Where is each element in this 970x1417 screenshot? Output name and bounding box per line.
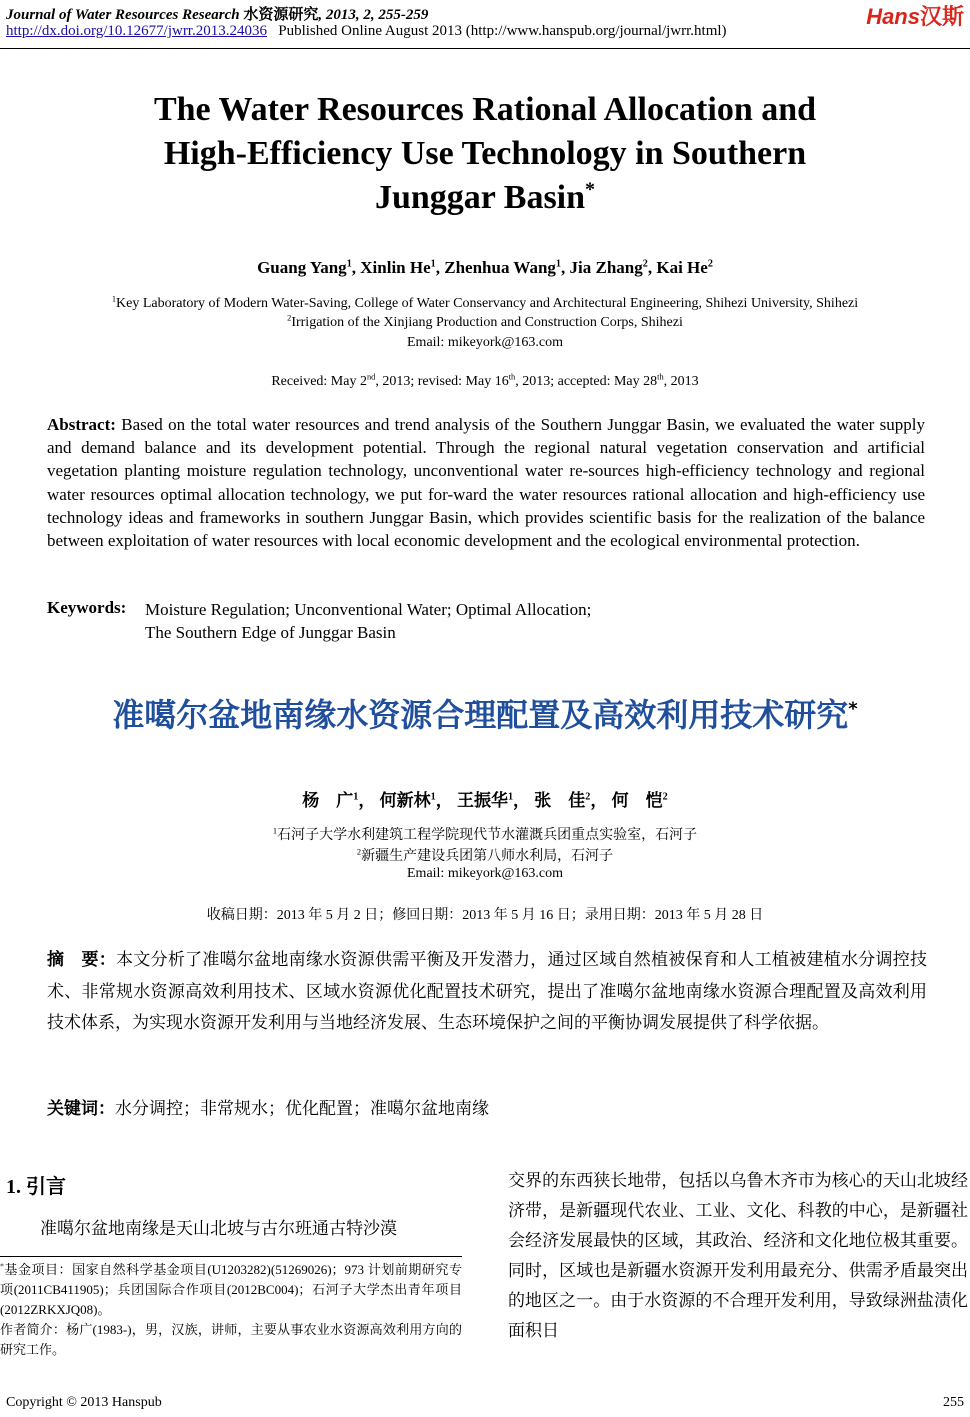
footnote-author: 作者简介：杨广(1983-)，男，汉族，讲师，主要从事农业水资源高效利用方向的研究工作。 <box>0 1322 462 1357</box>
author-aff: 2 <box>642 258 648 270</box>
affiliation-cn-1 <box>20 824 950 844</box>
author-en: Xinlin He <box>360 258 431 277</box>
logo-latin: Hans <box>866 4 920 29</box>
author-cn: 张 佳 <box>534 791 586 810</box>
keywords-cn-label: 关键词： <box>47 1099 115 1119</box>
journal-issue: , 2013, 2, 255-259 <box>318 7 429 23</box>
header-rule <box>0 48 970 49</box>
title-en-line3: Junggar Basin <box>374 179 586 216</box>
affiliation-text: Key Laboratory of Modern Water-Saving, College of Water Conservancy and Architectural Engineering, Shihezi University, Shihezi <box>116 296 859 311</box>
author-aff: 2 <box>585 791 591 803</box>
author-aff: 2 <box>662 791 668 803</box>
author-cn: 王振华 <box>456 791 508 810</box>
affiliation-en-2 <box>20 315 950 331</box>
footnote-fund-text: 基金项目：国家自然科学基金项目(U1203282)(51269026)；973 计划前期研究专项(2011CB411905)；兵团国际合作项目(2012BC004)；石河子大学杰出青年项目(2012ZRKXJQ08)。 <box>0 1262 462 1317</box>
author-en: Zhenhua Wang <box>444 258 556 277</box>
logo-cn: 汉斯 <box>919 4 964 29</box>
ordinal: th <box>508 372 516 382</box>
keywords-en <box>145 598 591 644</box>
doi-link[interactable]: http://dx.doi.org/10.12677/jwrr.2013.24036 <box>6 23 267 39</box>
affiliation-text: Irrigation of the Xinjiang Production and Construction Corps, Shihezi <box>291 315 683 330</box>
author-aff: 1 <box>430 791 436 803</box>
copyright: Copyright © 2013 Hanspub <box>6 1395 162 1410</box>
affiliation-num: 1 <box>111 294 117 304</box>
body-text-right: 交界的东西狭长地带，包括以乌鲁木齐市为核心的天山北坡经济带，是新疆现代农业、工业、文化、科教的中心，是新疆社会经济发展最快的区域，其政治、经济和文化地位极其重要。同时，区域也是新疆水资源开发利用最充分、供需矛盾最突出的地区之一。由于水资源的不合理开发利用，导致绿洲盐渍化面积日 <box>508 1171 968 1340</box>
affiliation-num: 2 <box>356 847 362 857</box>
author-aff: 1 <box>430 258 436 270</box>
email-cn: Email: mikeyork@163.com <box>407 866 563 881</box>
affiliation-en-1 <box>20 296 950 312</box>
affiliation-num: 1 <box>272 826 278 836</box>
ordinal: th <box>657 372 664 382</box>
received-part: , 2013 <box>663 374 699 389</box>
author-aff: 1 <box>346 258 352 270</box>
affiliation-num: 2 <box>287 313 292 323</box>
abstract-en <box>47 413 925 552</box>
author-aff: 1 <box>555 258 562 270</box>
affiliation-text: 新疆生产建设兵团第八师水利局，石河子 <box>361 849 614 864</box>
title-cn-text: 准噶尔盆地南缘水资源合理配置及高效利用技术研究 <box>112 696 849 734</box>
abstract-text: Based on the total water resources and trend analysis of the Southern Junggar Basin, we evaluated the water supply and demand balance and its development potential. Through the regional natural vegetation conservation and artificial vegetation planting moisture regulation technology, unconventional water re-sources high-efficiency technology and regional water resources optimal allocation technology, we put for-ward the water resources rational allocation and high-efficiency use technology ideas and frameworks in southern Junggar Basin, which provides scientific basis for the realization of the balance between exploitation of water resources with local economic development and the ecological environmental protection. <box>47 415 925 551</box>
title-en-line2: High-Efficiency Use Technology in Southern <box>163 135 807 172</box>
title-en-line1: The Water Resources Rational Allocation and <box>153 91 817 128</box>
journal-name-cn: 水资源研究 <box>243 7 319 23</box>
author-en: Guang Yang <box>257 258 347 277</box>
hans-logo <box>866 0 964 31</box>
author-cn: 何 恺 <box>611 791 663 810</box>
title-en <box>40 88 930 220</box>
footnote <box>0 1260 462 1360</box>
doi-line <box>6 23 727 40</box>
title-cn-mark: * <box>848 698 858 720</box>
author-en: Kai He <box>656 258 708 277</box>
abstract-cn-text: 本文分析了准噶尔盆地南缘水资源供需平衡及开发潜力，通过区域自然植被保育和人工植被建植水分调控技术、非常规水资源高效利用技术、区域水资源优化配置技术研究，提出了准噶尔盆地南缘水资源合理配置及高效利用技术体系，为实现水资源开发利用与当地经济发展、生态环境保护之间的平衡协调发展提供了科学依据。 <box>47 950 928 1032</box>
keywords-cn <box>47 1094 489 1119</box>
journal-name-en: Journal of Water Resources Research <box>6 7 240 23</box>
title-cn <box>30 690 940 736</box>
keywords-line: The Southern Edge of Junggar Basin <box>145 623 396 642</box>
journal-header <box>6 3 428 24</box>
abstract-label: Abstract: <box>47 415 116 434</box>
published-online: Published Online August 2013 (http://www.hanspub.org/journal/jwrr.html) <box>278 23 727 39</box>
authors-en: Guang Yang$^1$, Xinlin He$^1$, Zhenhua Wang$^1$, Jia Zhang$^2$, Kai He$^2$ <box>257 258 713 277</box>
footnote-rule <box>0 1256 462 1257</box>
affiliation-cn-2 <box>20 845 950 865</box>
email-en: Email: mikeyork@163.com <box>407 335 563 350</box>
keywords-line: Moisture Regulation; Unconventional Water; Optimal Allocation; <box>145 600 592 619</box>
authors-cn: 杨 广$^1$， 何新林$^1$， 王振华$^1$， 张 佳$^2$， 何 恺$^2$ <box>302 791 668 810</box>
author-aff: 1 <box>353 791 359 803</box>
keywords-cn-text: 水分调控；非常规水；优化配置；准噶尔盆地南缘 <box>115 1099 489 1118</box>
received-part: , 2013; accepted: May 28 <box>515 374 658 389</box>
section-heading: 1. 引言 <box>6 1176 66 1198</box>
received-part: , 2013; revised: May 16 <box>375 374 509 389</box>
author-cn: 杨 广 <box>302 791 354 810</box>
author-aff: 1 <box>507 791 514 803</box>
received-cn: 收稿日期：2013 年 5 月 2 日；修回日期：2013 年 5 月 16 日；录用日期：2013 年 5 月 28 日 <box>206 908 764 923</box>
body-text-left: 准噶尔盆地南缘是天山北坡与古尔班通古特沙漠 <box>40 1219 397 1238</box>
page-number: 255 <box>943 1395 964 1410</box>
author-cn: 何新林 <box>379 791 431 810</box>
title-en-mark: * <box>585 178 596 201</box>
received-part: Received: May 2 <box>271 374 367 389</box>
footnote-mark: * <box>0 1261 4 1271</box>
keywords-label: Keywords: <box>47 598 127 617</box>
author-aff: 2 <box>707 258 713 270</box>
abstract-cn <box>47 944 927 1038</box>
ordinal: nd <box>366 372 376 382</box>
footnote-fund <box>0 1260 462 1320</box>
received-en <box>20 374 950 390</box>
abstract-cn-label: 摘 要： <box>47 950 117 970</box>
author-en: Jia Zhang <box>569 258 643 277</box>
affiliation-text: 石河子大学水利建筑工程学院现代节水灌溉兵团重点实验室，石河子 <box>277 828 698 843</box>
